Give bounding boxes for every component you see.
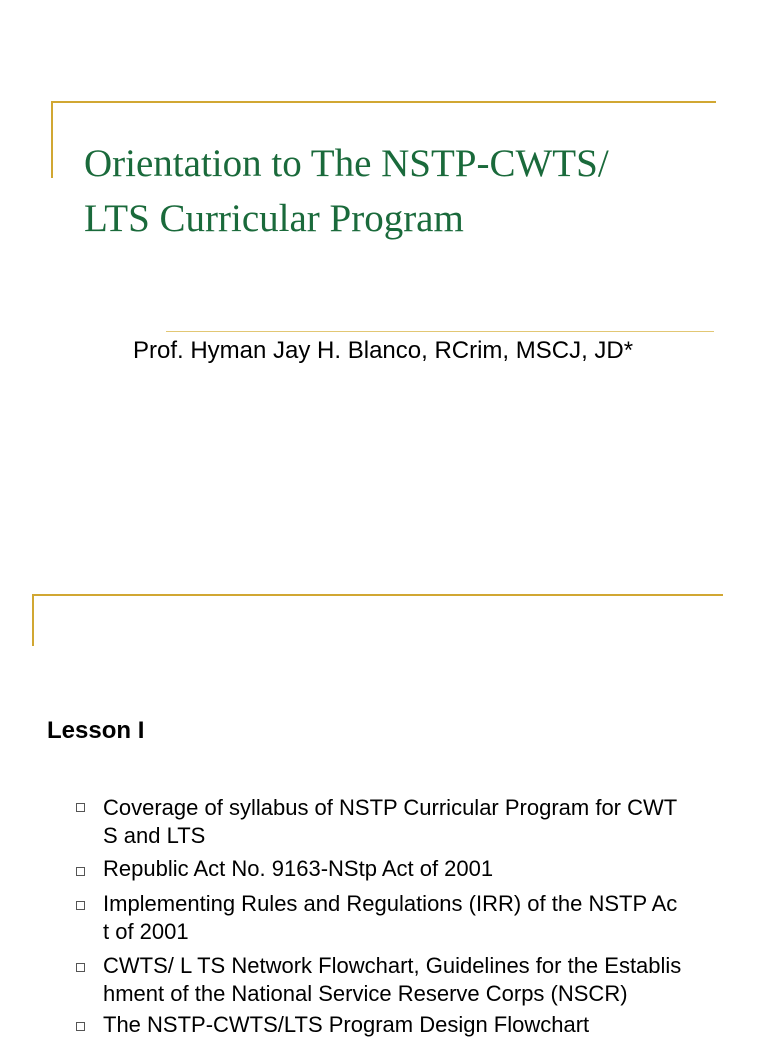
list-item	[103, 890, 733, 946]
bullet-square-icon	[76, 803, 85, 812]
slide1-author: Prof. Hyman Jay H. Blanco, RCrim, MSCJ, JD*	[133, 337, 634, 364]
list-item-line: t of 2001	[103, 919, 189, 944]
list-item-line: S and LTS	[103, 823, 206, 848]
list-item	[103, 1011, 733, 1039]
bullet-square-icon	[76, 867, 85, 876]
list-item-line: Republic Act No. 9163-NStp Act of 2001	[103, 856, 494, 881]
list-item-line: The NSTP-CWTS/LTS Program Design Flowchart	[103, 1012, 590, 1037]
lesson-heading: Lesson I	[47, 717, 145, 744]
list-item	[103, 794, 733, 850]
bullet-square-icon	[76, 901, 85, 910]
title-line-1: Orientation to The NSTP-CWTS/	[84, 142, 609, 185]
bullet-square-icon	[76, 1022, 85, 1031]
list-item-line: Implementing Rules and Regulations (IRR) of the NSTP Ac	[103, 891, 678, 916]
list-item-line: hment of the National Service Reserve Corps (NSCR)	[103, 981, 628, 1006]
list-item-line: Coverage of syllabus of NSTP Curricular Program for CWT	[103, 795, 678, 820]
list-item	[103, 855, 733, 883]
bullet-square-icon	[76, 963, 85, 972]
title-line-2: LTS Curricular Program	[84, 197, 464, 240]
list-item	[103, 952, 733, 1008]
list-item-line: CWTS/ L TS Network Flowchart, Guidelines for the Establis	[103, 953, 682, 978]
